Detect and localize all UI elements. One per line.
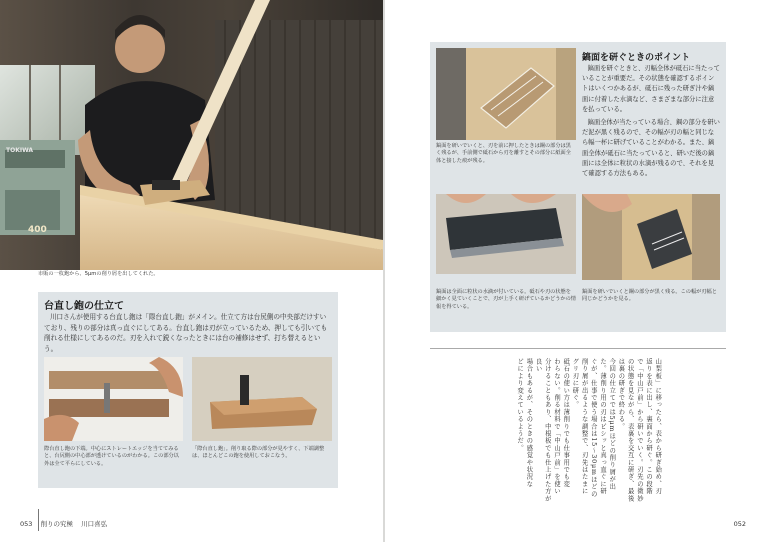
sharpening-points-box xyxy=(430,42,726,332)
plane-setup-title: 台直し鉋の仕立て xyxy=(44,301,124,312)
plane-sole-caption: 際台直し鉋の下端。中心にストレートエッジを当ててみると、台尻側の中心部が透けているのがわかる。この部分以外は全て平らにしている。 xyxy=(44,446,179,467)
section-rule xyxy=(430,348,726,349)
workshop-illustration xyxy=(0,0,383,270)
edge-plane-caption: 「際台直し鉋」。削り取る際の部分が見やすく、下端調整は、ほとんどこの鉋を使用しておこなう。 xyxy=(192,446,325,460)
vertical-line: 削り屑が出るような調整で、刃先はたまに xyxy=(580,358,588,495)
vertical-line: 山梨板」に移ったら、表から研ぎ始め、刃 xyxy=(654,358,662,495)
vertical-line: た。薄削り用の刃はピシッと真っ直ぐに研 xyxy=(599,358,607,495)
machine-number: 400 xyxy=(28,225,47,235)
sharpening-points-title: 鎬面を研ぐときのポイント xyxy=(582,53,691,63)
vertical-line: の状態を見ながら、表裏を交互に研ぎ、最後 xyxy=(626,358,634,502)
edge-plane-photo xyxy=(192,357,332,441)
vertical-line: ぐが、仕事で使う場合は15〜30μmほどの xyxy=(589,358,597,498)
vertical-line: 場合もあるが、そのときの感覚や状況な xyxy=(525,358,533,488)
plane-sole-photo xyxy=(44,357,183,441)
vertical-line: 返りを表に出し、裏面から研ぐ。この段階 xyxy=(645,358,653,495)
right-page xyxy=(385,0,768,542)
plane-setup-body: 川口さんが使用する台直し鉋は「際台直し鉋」がメイン。仕立て方は台尻側の中央部だけすいており、残りの部分は真っ直ぐにしてある。台直し鉋は刃が立っているため、押しても引いても削れる仕様にしてあるのだ。刃を入れて鋭くなったときには台の補修はせず、打ち替えるという。 xyxy=(44,313,328,353)
vertical-line: グリ刃に研ぐ。 xyxy=(571,358,579,409)
vertical-line: どにより変えているようだ。 xyxy=(516,358,524,452)
water-drops-photo xyxy=(436,194,576,274)
series-title: 削りの究極 xyxy=(40,520,73,528)
black-residue-caption: 鎬面を研いでいくと鋼の部分が黒く残る。この幅が刃幅と同じかどうかを見る。 xyxy=(582,289,717,303)
vertical-body-text xyxy=(515,358,662,503)
bevel-stone-photo xyxy=(436,48,576,140)
vertical-line: 分けることもあり、中根板でも仕上げた方が良い xyxy=(534,358,551,502)
sharpening-points-body-2: 鎬面全体が当たっている場合、鋼の部分を研いだ泥が黒く残るので、その幅が刃の幅と同じなら幅一杯に研げていることがわかる。また、鎬面全体が砥石に当たっていると、研いだ後の鎬面には全体に粒状の水滴が残るので、それを見て確認する方法もある。 xyxy=(582,119,720,178)
hero-caption: 市販の一枚鉋から、5μmの削り屑を出してくれた。 xyxy=(38,271,159,277)
sharpening-points-body-1: 鎬面を研ぐときと、刃幅全体が砥石に当たっていることが重要だ。その状態を確認するポイントはいくつかあるが、砥石に残った研ぎ汁や鎬面に付着した水滴など、さまざまな部分に注意を払っている。 xyxy=(582,65,720,113)
vertical-line: は裏の研ぎで終わる。 xyxy=(617,358,625,430)
bevel-stone-caption: 鎬面を研いでいくと、刃を前に押したときは鋼の部分は黒く残るが、手前側で砥石から刃を離すとその部分に紙面全体と接した痕が残る。 xyxy=(436,143,571,164)
vertical-line: で「中山戸前」から研いでいく。刃先の微妙 xyxy=(635,358,643,502)
left-page xyxy=(0,0,383,542)
page-number-left: 053 xyxy=(20,520,33,528)
vertical-line: わらない。削る材料で「中山戸前」を使い xyxy=(553,358,561,495)
vertical-line: 今回の仕立てでは5μmほどの削り屑が出 xyxy=(608,358,616,490)
black-residue-photo xyxy=(582,194,720,280)
right-folio xyxy=(734,520,746,528)
page-number-right: 052 xyxy=(733,520,746,528)
vertical-line: 砥石の使い方は薄削りでも仕事用でも変 xyxy=(562,358,570,488)
hero-photo xyxy=(0,0,383,270)
left-folio xyxy=(20,519,107,528)
machine-label: TOKIWA xyxy=(6,147,34,154)
author-name: 川口喜弘 xyxy=(81,520,108,528)
water-drops-caption: 鎬面は全面に粒状の水滴が付いている。砥石や刃の状態を細かく見ていくことで、刃が上手く研げているかどうかの情報を得ている。 xyxy=(436,289,576,310)
plane-setup-box xyxy=(38,292,338,488)
